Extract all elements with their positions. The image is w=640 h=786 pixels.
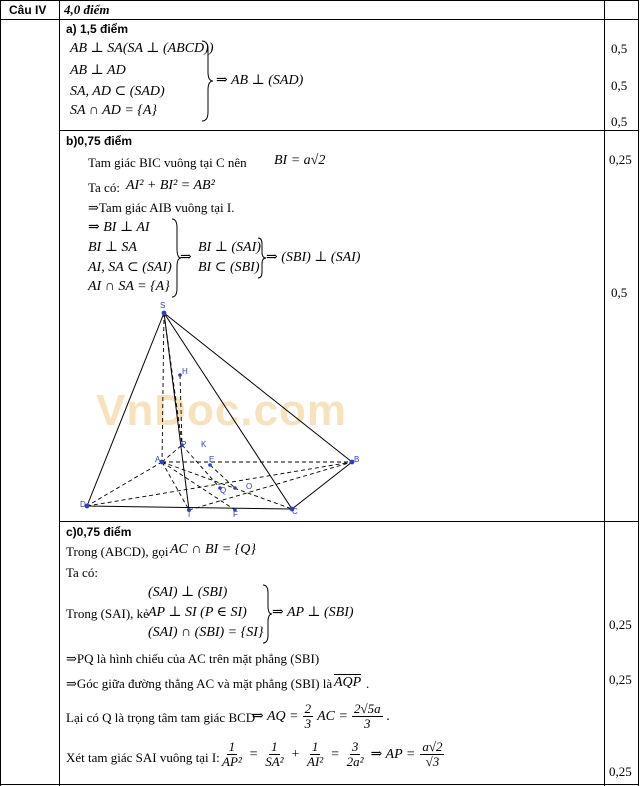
table-border-left [0, 0, 1, 786]
part-a-line-1: AB ⊥ SA(SA ⊥ (ABCD)) [70, 41, 214, 56]
part-a-line-2: AB ⊥ AD [70, 63, 126, 78]
part-c-line-2: Ta có: [66, 565, 98, 580]
part-c-line-6-text: Xét tam giác SAI vuông tại I: [66, 750, 220, 765]
label-o: O [246, 482, 253, 491]
fraction: $\frac{1}{\text{AI²}}$ [307, 739, 324, 769]
part-b-conclusion: ⇒ (SBI) ⊥ (SAI) [266, 250, 361, 265]
label-f: F [233, 510, 238, 519]
part-c-system-2-math: AP ⊥ SI (P ∈ SI) [148, 605, 247, 620]
part-c-title: c)0,75 điểm [66, 525, 132, 539]
part-b-title: b)0,75 điểm [66, 134, 133, 148]
total-points: 4,0 điểm [64, 2, 110, 17]
part-b-system-3: AI, SA ⊂ (SAI) [88, 260, 172, 275]
fraction: $\frac{2}{3}$ [304, 701, 312, 731]
part-c-line-5-formula [252, 702, 390, 731]
label-a: A [155, 455, 161, 464]
fraction: $\frac{3}{\text{2a²}}$ [346, 739, 364, 769]
table-border-right [638, 0, 639, 786]
fraction: $\frac{2√5a}{3}$ [353, 701, 381, 731]
part-c-line-4-text: ⇒Góc giữa đường thẳng AC và mặt phẳng (SBI) là [66, 676, 333, 691]
watermark-logo: VnDoc.com [96, 386, 348, 435]
part-b-line-1-math: BI = a√2 [274, 153, 326, 168]
score-a-3: 0,5 [611, 114, 628, 129]
table-row-divider [0, 19, 639, 20]
equals-sign: = [248, 746, 259, 762]
label-b: B [354, 455, 360, 464]
score-b-1: 0,25 [609, 152, 632, 167]
formula-period: . [386, 708, 391, 724]
question-label: Câu IV [9, 3, 47, 17]
label-k: K [201, 440, 207, 449]
part-c-line-6-formula [218, 740, 446, 769]
part-c-angle-aqp: AQP [334, 675, 362, 690]
table-row-divider [59, 521, 639, 522]
score-b-2: 0,5 [611, 285, 628, 300]
score-c-1: 0,25 [609, 617, 632, 632]
right-brace-icon [200, 40, 214, 122]
part-c-system-conclusion: ⇒ AP ⊥ (SBI) [272, 605, 354, 620]
score-c-3: 0,25 [609, 764, 632, 779]
part-a-conclusion: ⇒ AB ⊥ (SAD) [216, 73, 304, 88]
part-b-system-2: BI ⊥ SA [88, 240, 137, 255]
part-a-line-4: SA ∩ AD = {A} [70, 103, 158, 118]
part-c-line-1-math: AC ∩ BI = {Q} [170, 542, 256, 557]
plus-sign: + [290, 746, 301, 762]
score-c-2: 0,25 [609, 672, 632, 687]
part-c-line-5-text: Lại có Q là trọng tâm tam giác BCD [66, 710, 256, 725]
label-d: D [80, 500, 86, 509]
label-e: E [209, 455, 215, 464]
label-p: P [181, 440, 187, 449]
formula-ap: ⇒ AP = [370, 747, 416, 762]
table-border-top [0, 0, 639, 1]
part-c-period: . [366, 676, 370, 691]
part-c-line-1-text: Trong (ABCD), gọi [66, 544, 169, 559]
part-c-system-2-text: Trong (SAI), kẻ [66, 606, 149, 621]
fraction: $\frac{1}{\text{AP²}}$ [222, 739, 242, 769]
part-a-title: a) 1,5 điểm [66, 22, 129, 36]
label-i: I [188, 510, 191, 519]
table-column-divider [604, 0, 605, 786]
formula-ac: AC = [317, 708, 348, 724]
part-b-line-3: ⇒Tam giác AIB vuông tại I. [88, 200, 235, 215]
table-row-divider [59, 130, 639, 131]
part-b-line-1-text: Tam giác BIC vuông tại C nên [88, 155, 247, 170]
part-b-line-2-math: AI² + BI² = AB² [126, 178, 215, 193]
score-a-1: 0,5 [611, 41, 628, 56]
formula-aq: ⇒ AQ = [252, 709, 299, 724]
fraction: $\frac{a√2}{√3}$ [422, 739, 443, 769]
part-b-system-1: ⇒ BI ⊥ AI [88, 220, 150, 235]
part-b-mid-2: BI ⊂ (SBI) [198, 260, 260, 275]
label-h: H [182, 367, 188, 376]
table-column-divider [59, 0, 60, 786]
score-a-2: 0,5 [611, 78, 628, 93]
part-b-system-4: AI ∩ SA = {A} [88, 279, 170, 294]
part-c-system-1: (SAI) ⊥ (SBI) [148, 585, 228, 600]
part-b-arrow: ⇒ [180, 250, 192, 265]
fraction: $\frac{1}{\text{SA²}}$ [265, 739, 284, 769]
part-c-system-3: (SAI) ∩ (SBI) = {SI} [148, 625, 264, 640]
part-b-line-2-text: Ta có: [88, 180, 120, 195]
equals-sign: = [330, 746, 340, 762]
label-q: Q [220, 486, 227, 495]
label-c: C [292, 507, 298, 516]
part-a-line-3: SA, AD ⊂ (SAD) [70, 84, 165, 99]
table-border-bottom [0, 784, 639, 785]
part-b-mid-1: BI ⊥ (SAI) [198, 240, 261, 255]
part-c-line-3: ⇒PQ là hình chiếu của AC trên mặt phẳng (SBI) [66, 651, 320, 666]
label-s: S [160, 301, 166, 310]
